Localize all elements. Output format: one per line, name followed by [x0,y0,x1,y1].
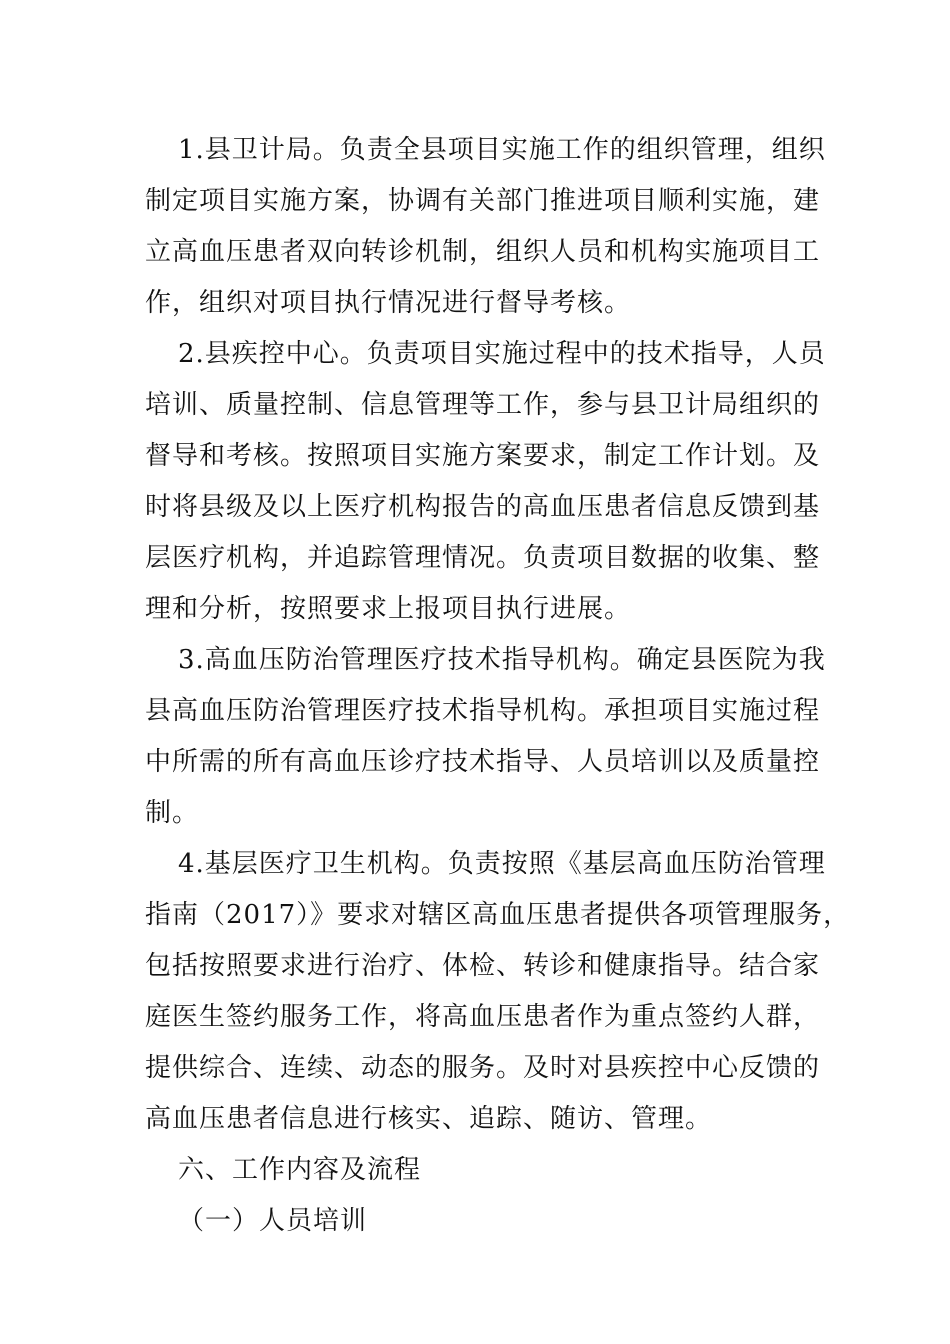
paragraph-4-line-5: 提供综合、连续、动态的服务。及时对县疾控中心反馈的 [145,1053,821,1083]
paragraph-2-line-1: 2.县疾控中心。负责项目实施过程中的技术指导，人员 [178,339,826,369]
paragraph-4-line-4: 庭医生签约服务工作，将高血压患者作为重点签约人群， [145,1002,821,1032]
paragraph-3-line-2: 县高血压防治管理医疗技术指导机构。承担项目实施过程 [145,696,821,726]
paragraph-1-line-1: 1.县卫计局。负责全县项目实施工作的组织管理，组织 [178,135,826,165]
paragraph-2-line-2: 培训、质量控制、信息管理等工作，参与县卫计局组织的 [145,390,821,420]
paragraph-4-line-1: 4.基层医疗卫生机构。负责按照《基层高血压防治管理 [178,849,826,879]
paragraph-1-line-2: 制定项目实施方案，协调有关部门推进项目顺利实施，建 [145,186,821,216]
paragraph-3-line-4: 制。 [145,798,200,828]
paragraph-4-line-3: 包括按照要求进行治疗、体检、转诊和健康指导。结合家 [145,951,821,981]
paragraph-2-line-6: 理和分析，按照要求上报项目执行进展。 [145,594,632,624]
paragraph-4-line-6: 高血压患者信息进行核实、追踪、随访、管理。 [145,1104,713,1134]
paragraph-3-line-1: 3.高血压防治管理医疗技术指导机构。确定县医院为我 [178,645,826,675]
paragraph-1-line-3: 立高血压患者双向转诊机制，组织人员和机构实施项目工 [145,237,821,267]
paragraph-2-line-4: 时将县级及以上医疗机构报告的高血压患者信息反馈到基 [145,492,821,522]
paragraph-2-line-3: 督导和考核。按照项目实施方案要求，制定工作计划。及 [145,441,821,471]
paragraph-3-line-3: 中所需的所有高血压诊疗技术指导、人员培训以及质量控 [145,747,821,777]
paragraph-2-line-5: 层医疗机构，并追踪管理情况。负责项目数据的收集、整 [145,543,821,573]
paragraph-4-line-2: 指南（2017）》要求对辖区高血压患者提供各项管理服务， [145,900,851,930]
subsection-heading: （一）人员培训 [178,1206,368,1236]
paragraph-1-line-4: 作，组织对项目执行情况进行督导考核。 [145,288,632,318]
section-heading: 六、工作内容及流程 [178,1155,422,1185]
